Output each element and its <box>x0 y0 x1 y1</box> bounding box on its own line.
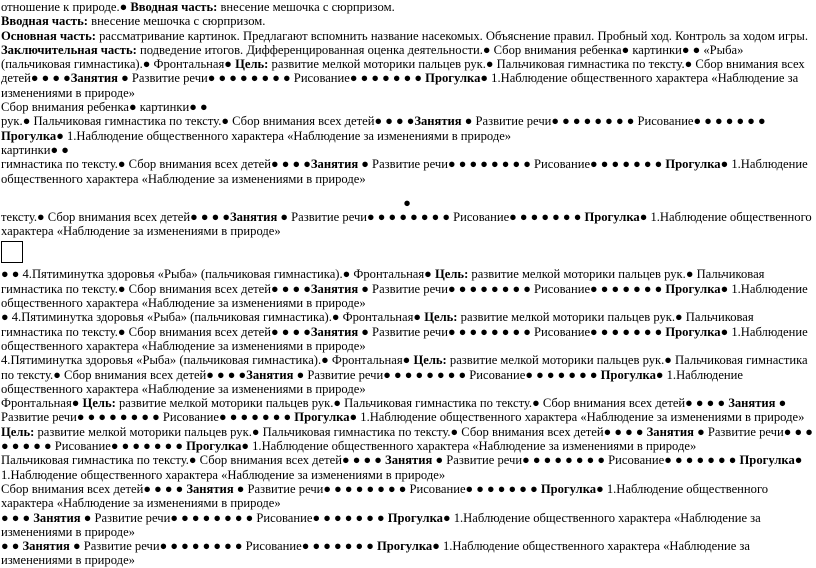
text-run: развитие мелкой моторики пальцев рук.● Пальчиковая гимнастика по тексту.● Сбор внимания всех детей● ● ● ● <box>1 310 754 339</box>
bold-label: Прогулка <box>665 281 721 296</box>
bold-label: Прогулка <box>376 539 433 554</box>
bold-label: Прогулка <box>1 128 57 143</box>
paragraph <box>1 310 813 353</box>
paragraph <box>1 0 813 14</box>
text-run: рассматривание картинок. Предлагают вспомнить название насекомых. Объяснение правил. Пробный ход. Контроль за ходом игры. <box>95 28 809 43</box>
bold-label: Занятия <box>22 539 70 554</box>
bold-label: Основная часть: <box>1 28 96 43</box>
text-run: Сбор внимания ребенка● картинки● ● <box>1 100 208 115</box>
bold-label: Занятия <box>646 424 694 439</box>
text-run: ● 1.Наблюдение общественного характера «Наблюдение за изменениями в природе» <box>1 367 743 396</box>
bold-label: Занятия <box>414 114 462 129</box>
bold-label: Занятия <box>310 157 359 172</box>
bullet-line <box>1 196 813 210</box>
text-run: ● 1.Наблюдение общественного характера «Наблюдение за изменениями в природе» <box>56 128 512 143</box>
bold-label: Занятия <box>186 481 234 496</box>
text-run: ● Развитие речи● ● ● ● ● ● ● ● Рисование● ● ● ● ● ● ● <box>358 324 666 339</box>
text-run: ● 1.Наблюдение общественного характера «Наблюдение за изменениями в природе» <box>1 71 799 100</box>
text-run: ● 4.Пятиминутка здоровья «Рыба» (пальчиковая гимнастика).● Фронтальная● <box>1 310 425 325</box>
paragraph <box>1 425 813 454</box>
text-run: 4.Пятиминутка здоровья «Рыба» (пальчиковая гимнастика).● Фронтальная● <box>1 353 414 368</box>
bold-label: Прогулка <box>600 367 656 382</box>
text-run: ● 1.Наблюдение общественного характера «Наблюдение за изменениями в природе» <box>1 324 808 353</box>
paragraph <box>1 210 813 239</box>
text-run: ● <box>403 195 411 210</box>
text-run: Сбор внимания всех детей● ● ● ● <box>1 481 187 496</box>
text-run: развитие мелкой моторики пальцев рук.● Пальчиковая гимнастика по тексту.● Сбор внимания всех детей● ● ● ● <box>115 396 729 411</box>
text-run: тексту.● Сбор внимания всех детей● ● ● ● <box>1 209 230 224</box>
text-run: ● 1.Наблюдение общественного характера «Наблюдение за изменениями в природе» <box>1 453 803 482</box>
text-run: Фронтальная● <box>1 396 83 411</box>
bold-label: Вводная часть: <box>1 14 88 29</box>
text-run: ● 1.Наблюдение общественного характера «Наблюдение за изменениями в природе» <box>349 410 805 425</box>
spacer <box>1 186 813 196</box>
bold-label: Занятия <box>70 71 118 86</box>
text-run: ● Развитие речи● ● ● ● ● ● ● ● Рисование● ● ● ● ● ● ● <box>69 539 377 554</box>
empty-frame <box>1 241 23 263</box>
text-run: развитие мелкой моторики пальцев рук.● Пальчиковая гимнастика по тексту.● Сбор внимания всех детей● ● ● ● <box>1 353 808 382</box>
text-run: ● 1.Наблюдение общественного характера «Наблюдение за изменениями в природе» <box>1 510 761 539</box>
text-run: ● Развитие речи● ● ● ● ● ● ● ● Рисование● ● ● ● ● ● ● <box>277 209 585 224</box>
bold-label: Цель: <box>82 396 116 411</box>
text-run: ● ● 4.Пятиминутка здоровья «Рыба» (пальчиковая гимнастика).● Фронтальная● <box>1 267 435 282</box>
bold-label: Занятия <box>246 367 294 382</box>
paragraph <box>1 396 813 425</box>
text-run: картинки● ● <box>1 142 69 157</box>
bold-label: Цель: <box>434 267 469 282</box>
text-run: ● 1.Наблюдение общественного характера «Наблюдение за изменениями в природе» <box>1 157 808 186</box>
paragraph <box>1 157 813 186</box>
text-run: ● 1.Наблюдение общественного характера «Наблюдение за изменениями в природе» <box>1 539 750 568</box>
paragraph <box>1 511 813 540</box>
bold-label: Занятия <box>310 324 359 339</box>
bold-label: Цель: <box>413 353 447 368</box>
text-run: рук.● Пальчиковая гимнастика по тексту.● Сбор внимания всех детей● ● ● ● <box>1 114 415 129</box>
text-run: ● 1.Наблюдение общественного характера «Наблюдение за изменениями в природе» <box>241 439 697 454</box>
bold-label: Прогулка <box>186 439 242 454</box>
bold-label: Занятия <box>310 281 359 296</box>
paragraph <box>1 539 813 568</box>
text-run: ● 1.Наблюдение общественного характера «Наблюдение за изменениями в природе» <box>1 209 812 239</box>
text-run: подведение итогов. Дифференцированная оценка деятельности.● Сбор внимания ребенка● картинки● ● «Рыба» (пальчиковая гимнастика).● Фронтальная● <box>1 42 744 72</box>
paragraph <box>1 482 813 511</box>
paragraph <box>1 143 813 157</box>
text-run: ● Развитие речи● ● ● ● ● ● ● ● Рисование● ● ● ● ● ● ● <box>80 510 388 525</box>
text-run: ● 1.Наблюдение общественного характера «Наблюдение за изменениями в природе» <box>1 481 769 511</box>
text-run: развитие мелкой моторики пальцев рук.● Пальчиковая гимнастика по тексту.● Сбор внимания всех детей● ● ● ● <box>1 267 765 296</box>
bold-label: Занятия <box>33 510 81 525</box>
bold-label: Цель: <box>424 310 458 325</box>
paragraph <box>1 100 813 114</box>
text-run: внесение мешочка с сюрпризом. <box>217 0 395 14</box>
bold-label: Прогулка <box>387 510 443 525</box>
bold-label: Занятия <box>728 396 776 411</box>
bold-label: Вводная часть: <box>130 0 218 14</box>
bold-label: Прогулка <box>540 481 597 496</box>
text-run: ● ● <box>1 539 23 554</box>
text-run: ● Развитие речи● ● ● ● ● ● ● ● Рисование● ● ● ● ● ● ● <box>432 453 740 468</box>
text-run: ● Развитие речи● ● ● ● ● ● ● ● Рисование● ● ● ● ● ● ● <box>1 396 787 425</box>
bold-label: Прогулка <box>584 209 640 224</box>
bold-label: Цель: <box>1 424 35 439</box>
bold-label: Прогулка <box>665 157 721 172</box>
text-run: ● Развитие речи● ● ● ● ● ● ● ● Рисование● ● ● ● ● ● ● <box>358 157 666 172</box>
text-run: развитие мелкой моторики пальцев рук.● Пальчиковая гимнастика по тексту.● Сбор внимания всех детей● ● ● ● <box>1 57 805 86</box>
text-run: ● Развитие речи● ● ● ● ● ● ● ● Рисование● ● ● ● ● ● ● <box>461 114 766 129</box>
text-run: внесение мешочка с сюрпризом. <box>87 14 266 29</box>
text-run: ● 1.Наблюдение общественного характера «Наблюдение за изменениями в природе» <box>1 281 808 311</box>
paragraph <box>1 353 813 396</box>
text-run: ● Развитие речи● ● ● ● ● ● ● ● Рисование● ● ● ● ● ● ● <box>358 281 666 296</box>
text-run: гимнастика по тексту.● Сбор внимания всех детей● ● ● ● <box>1 157 311 172</box>
bold-label: Цель: <box>235 57 269 72</box>
paragraph <box>1 453 813 482</box>
text-run: ● ● ● <box>1 510 34 525</box>
text-run: развитие мелкой моторики пальцев рук.● Пальчиковая гимнастика по тексту.● Сбор внимания всех детей● ● ● ● <box>34 424 647 439</box>
text-run: ● Развитие речи● ● ● ● ● ● ● ● Рисование● ● ● ● ● ● ● <box>117 71 426 86</box>
bold-label: Прогулка <box>739 453 795 468</box>
paragraph <box>1 114 813 143</box>
bold-label: Занятия <box>229 209 278 224</box>
bold-label: Прогулка <box>425 71 481 86</box>
bold-label: Прогулка <box>294 410 350 425</box>
bold-label: Занятия <box>385 453 433 468</box>
paragraph <box>1 29 813 43</box>
text-run: ● Развитие речи● ● ● ● ● ● ● ● Рисование● ● ● ● ● ● ● <box>233 481 541 496</box>
bold-label: Заключительная часть: <box>1 42 137 57</box>
text-run: отношение к природе.● <box>1 0 131 14</box>
paragraph <box>1 43 813 100</box>
text-run: ● Развитие речи● ● ● ● ● ● ● ● Рисование● ● ● ● ● ● ● <box>1 424 813 454</box>
paragraph <box>1 14 813 28</box>
bold-label: Прогулка <box>665 324 721 339</box>
paragraph <box>1 267 813 310</box>
text-run: Пальчиковая гимнастика по тексту.● Сбор внимания всех детей● ● ● ● <box>1 453 386 468</box>
text-run: ● Развитие речи● ● ● ● ● ● ● ● Рисование● ● ● ● ● ● ● <box>293 367 601 382</box>
